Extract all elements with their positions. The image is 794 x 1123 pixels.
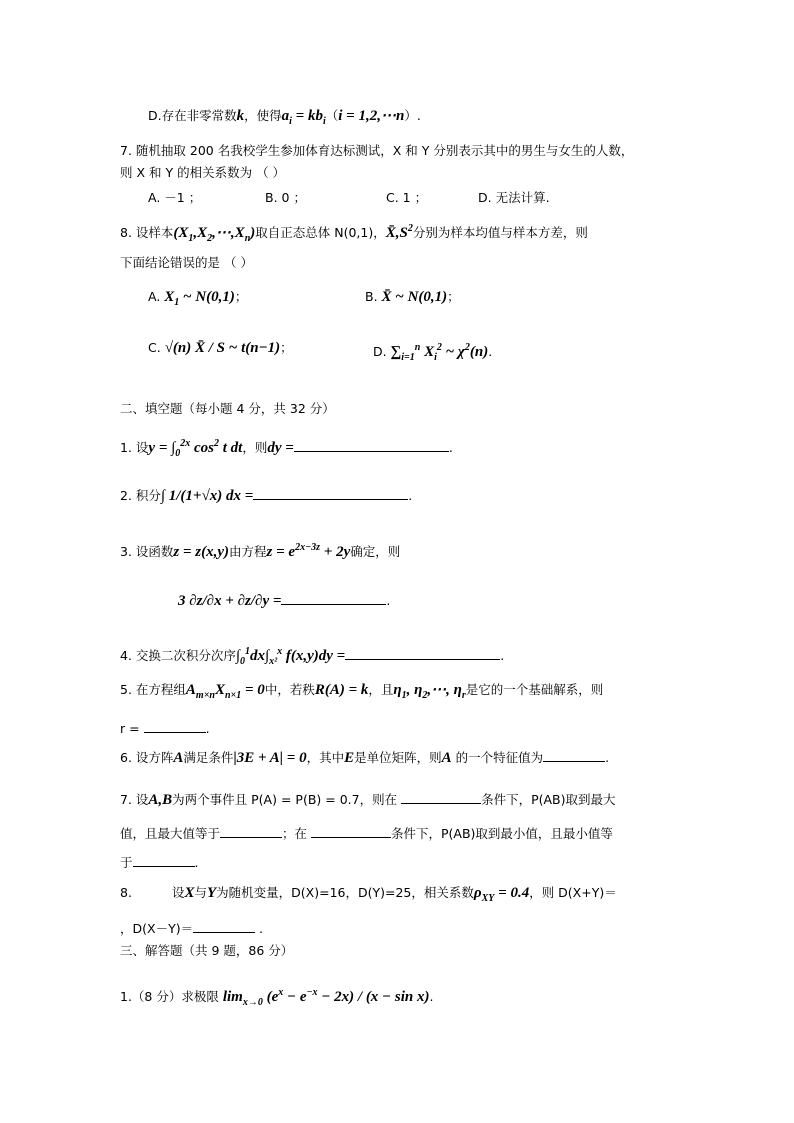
text: 的一个特征值为 — [451, 750, 544, 765]
text: 确定，则 — [350, 544, 401, 559]
math-expression: $\int_0^1dx\int_{x^2}^x$ f(x,y)dy = — [235, 646, 346, 667]
math-expression: X̄ ~ N(0,1) — [381, 289, 448, 305]
q8-stem-cont — [120, 253, 253, 273]
math-expression: E — [344, 750, 355, 766]
text: 满足条件 — [183, 750, 234, 765]
answer-blank — [401, 789, 481, 804]
answer-blank — [133, 852, 195, 867]
text: ；在 — [282, 826, 311, 841]
text: . — [500, 648, 505, 663]
text: 与 — [194, 885, 207, 900]
math-expression: $\eta_1$, $\eta_2,\cdots$, $\eta_r$ — [393, 682, 466, 701]
q8-stem — [120, 219, 588, 244]
text: ； — [280, 340, 293, 355]
math-expression: √(n) X̄ / S ~ t(n−1) — [164, 340, 281, 356]
text: 条件下，P(AB)取到最小值，且最小值等 — [391, 826, 613, 841]
math-expression: |3E + A| = 0 — [233, 750, 307, 766]
text: C. 1 ； — [386, 190, 428, 205]
fill-q8 — [120, 883, 617, 903]
fill-q8-cont — [120, 918, 263, 938]
text: 中，若秩 — [264, 682, 315, 697]
text: 5. 在方程组 — [120, 682, 186, 697]
text: ，D(X－Y)＝ — [120, 921, 194, 936]
text: . — [605, 750, 610, 765]
text: . — [386, 593, 391, 608]
math-expression: $X̄,S^2$ — [385, 223, 413, 241]
text: A. －1 ； — [148, 190, 202, 205]
text: r = — [120, 721, 144, 736]
text: 8. — [120, 885, 132, 900]
answer-blank — [220, 823, 282, 838]
q8-option-b — [365, 287, 460, 307]
math-expression: $A_{m\times n}X_{n\times 1} = 0$ — [185, 682, 265, 701]
fill-q5 — [120, 680, 603, 700]
fill-q7-cont — [120, 823, 613, 843]
q8-option-a — [148, 287, 247, 307]
answer-blank — [193, 918, 255, 933]
text: B. 0 ； — [265, 190, 306, 205]
text: 8. 设样本 — [120, 225, 174, 240]
fill-q3-expression — [178, 590, 390, 610]
text: 1.（8 分）求极限 — [120, 989, 223, 1004]
math-expression: A — [173, 750, 184, 766]
math-expression: z = z(x,y) — [173, 544, 230, 560]
math-expression: 3 ∂z/∂x + ∂z/∂y = — [178, 593, 282, 609]
fill-q3 — [120, 538, 400, 558]
math-expression: i = 1,2,⋯n — [338, 108, 405, 124]
math-expression: $\rho_{XY} = 0.4$ — [473, 885, 530, 904]
text: A. — [148, 289, 165, 304]
math-expression: $z = e^{2x-3z} + 2y$ — [266, 542, 351, 560]
math-expression: $\sum_{i=1}^n$ $X_i^2$ ~ $\chi^2(n)$ — [390, 342, 489, 363]
text: 2. 积分 — [120, 488, 161, 503]
text: 条件下，P(AB)取到最大 — [481, 792, 616, 807]
q6-option-d — [148, 106, 421, 126]
fill-q2 — [120, 485, 412, 505]
text: . — [488, 344, 493, 359]
text: . — [205, 721, 210, 736]
math-expression: dy = — [267, 440, 294, 456]
math-expression: A,B — [148, 792, 173, 808]
text: 3. 设函数 — [120, 544, 174, 559]
text: ； — [234, 289, 248, 304]
text: 设 — [171, 885, 185, 900]
text: 下面结论错误的是 （ ） — [120, 255, 253, 270]
q7-option-d — [478, 188, 550, 208]
text: 值，且最大值等于 — [120, 826, 221, 841]
math-expression: $X_1$ ~ N(0,1) — [164, 289, 235, 308]
text: 为两个事件且 P(A) = P(B) = 0.7，则在 — [172, 792, 402, 807]
text: . — [194, 855, 199, 870]
text: ，且 — [368, 682, 394, 697]
text: 1. 设 — [120, 440, 149, 455]
text: 三、解答题（共 9 题，86 分） — [120, 943, 294, 958]
text: . — [408, 488, 413, 503]
q8-option-d — [373, 338, 493, 363]
text: 6. 设方阵 — [120, 750, 174, 765]
text: ）. — [404, 108, 421, 123]
text: . — [255, 921, 264, 936]
text: D.存在非零常数 — [148, 108, 237, 123]
q8-option-c — [148, 338, 293, 358]
answer-blank — [345, 645, 500, 660]
text: ； — [447, 289, 460, 304]
math-expression: X — [184, 885, 195, 901]
q7-stem-cont — [120, 163, 285, 183]
fill-q5-cont — [120, 718, 210, 738]
math-expression: $a_i = kb_i$ — [281, 108, 326, 127]
text: ，则 D(X+Y)＝ — [529, 885, 617, 900]
text: 为随机变量，D(X)=16，D(Y)=25，相关系数 — [216, 885, 474, 900]
text: 取自正态总体 N(0,1)， — [255, 225, 386, 240]
fill-q6 — [120, 747, 609, 767]
text: . — [448, 440, 453, 455]
text: 7. 设 — [120, 792, 149, 807]
text: . — [429, 989, 434, 1004]
section-2-heading — [120, 399, 335, 419]
math-expression: $(X_1,X_2,\cdots,X_n)$ — [173, 225, 256, 244]
q7-stem — [120, 141, 633, 161]
text: 是它的一个基础解系，则 — [465, 682, 604, 697]
fill-q4 — [120, 642, 505, 667]
text: D. 无法计算. — [478, 190, 550, 205]
text: B. — [365, 289, 382, 304]
math-expression: $y = \int_0^{2x}$ $\cos^2 t$ dt — [148, 438, 243, 459]
fill-q1 — [120, 434, 453, 459]
text: 是单位矩阵，则 — [354, 750, 442, 765]
text: ，其中 — [306, 750, 345, 765]
solve-q1 — [120, 983, 434, 1008]
text: 于 — [120, 855, 133, 870]
text: 则 X 和 Y 的相关系数为 （ ） — [120, 165, 286, 180]
fill-q7 — [120, 789, 615, 809]
q7-option-c — [386, 188, 427, 208]
section-3-heading — [120, 941, 293, 961]
math-expression: k — [236, 108, 245, 124]
math-expression: Y — [206, 885, 217, 901]
answer-blank — [253, 485, 408, 500]
text: ，则 — [242, 440, 268, 455]
math-expression: A — [441, 750, 452, 766]
q7-option-b — [265, 188, 306, 208]
text: D. — [373, 344, 391, 359]
math-expression: R(A) = k — [314, 682, 369, 698]
text: （ — [325, 108, 339, 123]
q7-option-a — [148, 188, 201, 208]
text: C. — [148, 340, 165, 355]
answer-blank — [543, 747, 605, 762]
text: 4. 交换二次积分次序 — [120, 648, 236, 663]
answer-blank — [294, 437, 449, 452]
text: 二、填空题（每小题 4 分，共 32 分） — [120, 401, 335, 416]
text: 7. 随机抽取 200 名我校学生参加体育达标测试，X 和 Y 分别表示其中的男生与女生的人数， — [120, 143, 634, 158]
fill-q7-cont2 — [120, 852, 199, 872]
text: ，使得 — [244, 108, 282, 123]
answer-blank — [281, 590, 386, 605]
text: 由方程 — [229, 544, 267, 559]
answer-blank — [144, 718, 206, 733]
answer-blank — [311, 823, 391, 838]
math-expression: ∫ 1/(1+√x) dx = — [160, 488, 254, 504]
math-expression: $\lim_{x\to 0} (e^x - e^{-x} - 2x) / (x - \sin x)$ — [222, 987, 430, 1008]
text: 分别为样本均值与样本方差，则 — [412, 225, 588, 240]
